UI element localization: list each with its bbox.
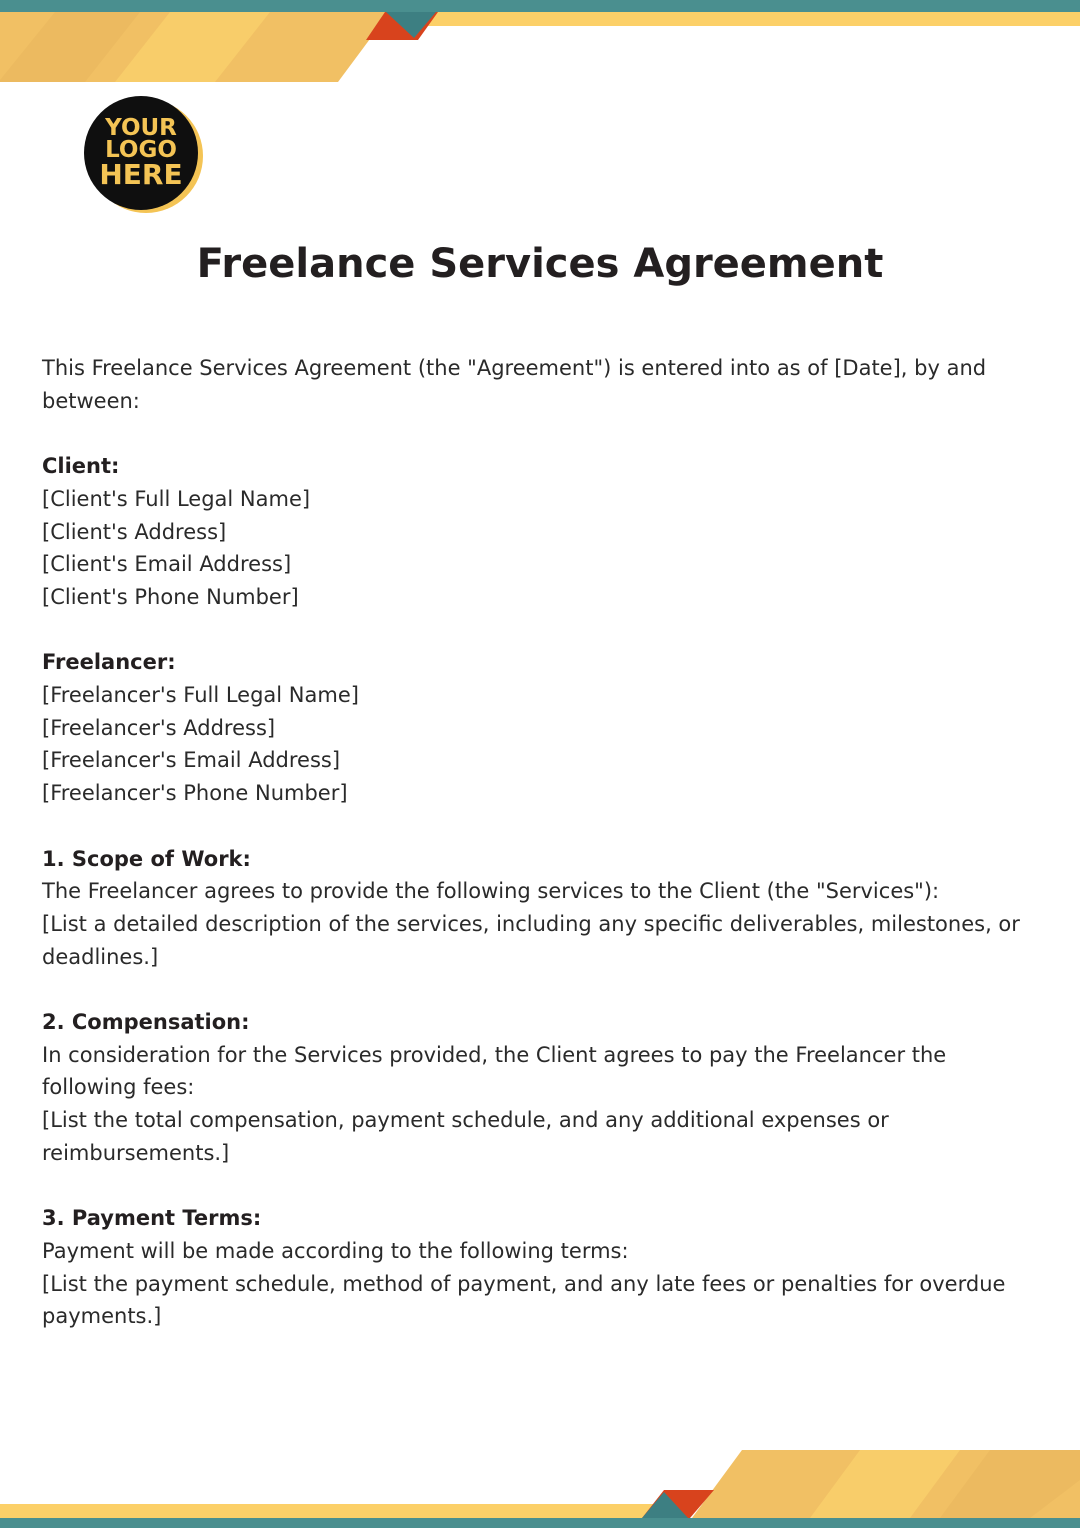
section-compensation-placeholder: [List the total compensation, payment schedule, and any additional expenses or reimbursements.] xyxy=(42,1108,889,1165)
client-email-placeholder: [Client's Email Address] xyxy=(42,552,292,577)
logo-text-line-2: LOGO xyxy=(105,137,177,163)
section-scope-heading: 1. Scope of Work: xyxy=(42,846,251,871)
logo xyxy=(84,96,204,214)
section-compensation-heading: 2. Compensation: xyxy=(42,1010,250,1034)
freelancer-name-placeholder: [Freelancer's Full Legal Name] xyxy=(42,683,359,707)
logo-text-line-3: HERE xyxy=(99,158,183,191)
freelancer-heading: Freelancer: xyxy=(42,650,176,675)
freelancer-address-placeholder: [Freelancer's Address] xyxy=(42,715,276,740)
section-scope-text: The Freelancer agrees to provide the following services to the Client (the "Services"): xyxy=(42,879,940,904)
client-address-placeholder: [Client's Address] xyxy=(42,519,227,544)
section-compensation-text: In consideration for the Services provided, the Client agrees to pay the Freelancer the following fees: xyxy=(42,1042,947,1100)
document-title: Freelance Services Agreement xyxy=(196,241,884,287)
client-name-placeholder: [Client's Full Legal Name] xyxy=(42,486,311,511)
logo-circle xyxy=(84,96,198,210)
client-phone-placeholder: [Client's Phone Number] xyxy=(42,584,299,609)
client-heading: Client: xyxy=(42,454,120,479)
section-payment-terms-heading: 3. Payment Terms: xyxy=(42,1206,262,1231)
bottom-decorative-band xyxy=(0,1440,1080,1528)
section-payment-terms-text: Payment will be made according to the following terms: xyxy=(42,1238,629,1263)
section-payment-terms-placeholder: [List the payment schedule, method of payment, and any late fees or penalties for overdue payments.] xyxy=(42,1271,1006,1329)
logo-text-line-1: YOUR xyxy=(105,115,177,141)
intro-paragraph: This Freelance Services Agreement (the "Agreement") is entered into as of [Date], by and between: xyxy=(42,356,987,413)
top-decorative-band xyxy=(0,0,1080,90)
section-scope-placeholder: [List a detailed description of the services, including any specific deliverables, milestones, or deadlines.] xyxy=(42,911,1020,969)
document-body xyxy=(42,352,1042,1333)
freelancer-email-placeholder: [Freelancer's Email Address] xyxy=(42,748,341,773)
freelancer-phone-placeholder: [Freelancer's Phone Number] xyxy=(42,781,348,806)
